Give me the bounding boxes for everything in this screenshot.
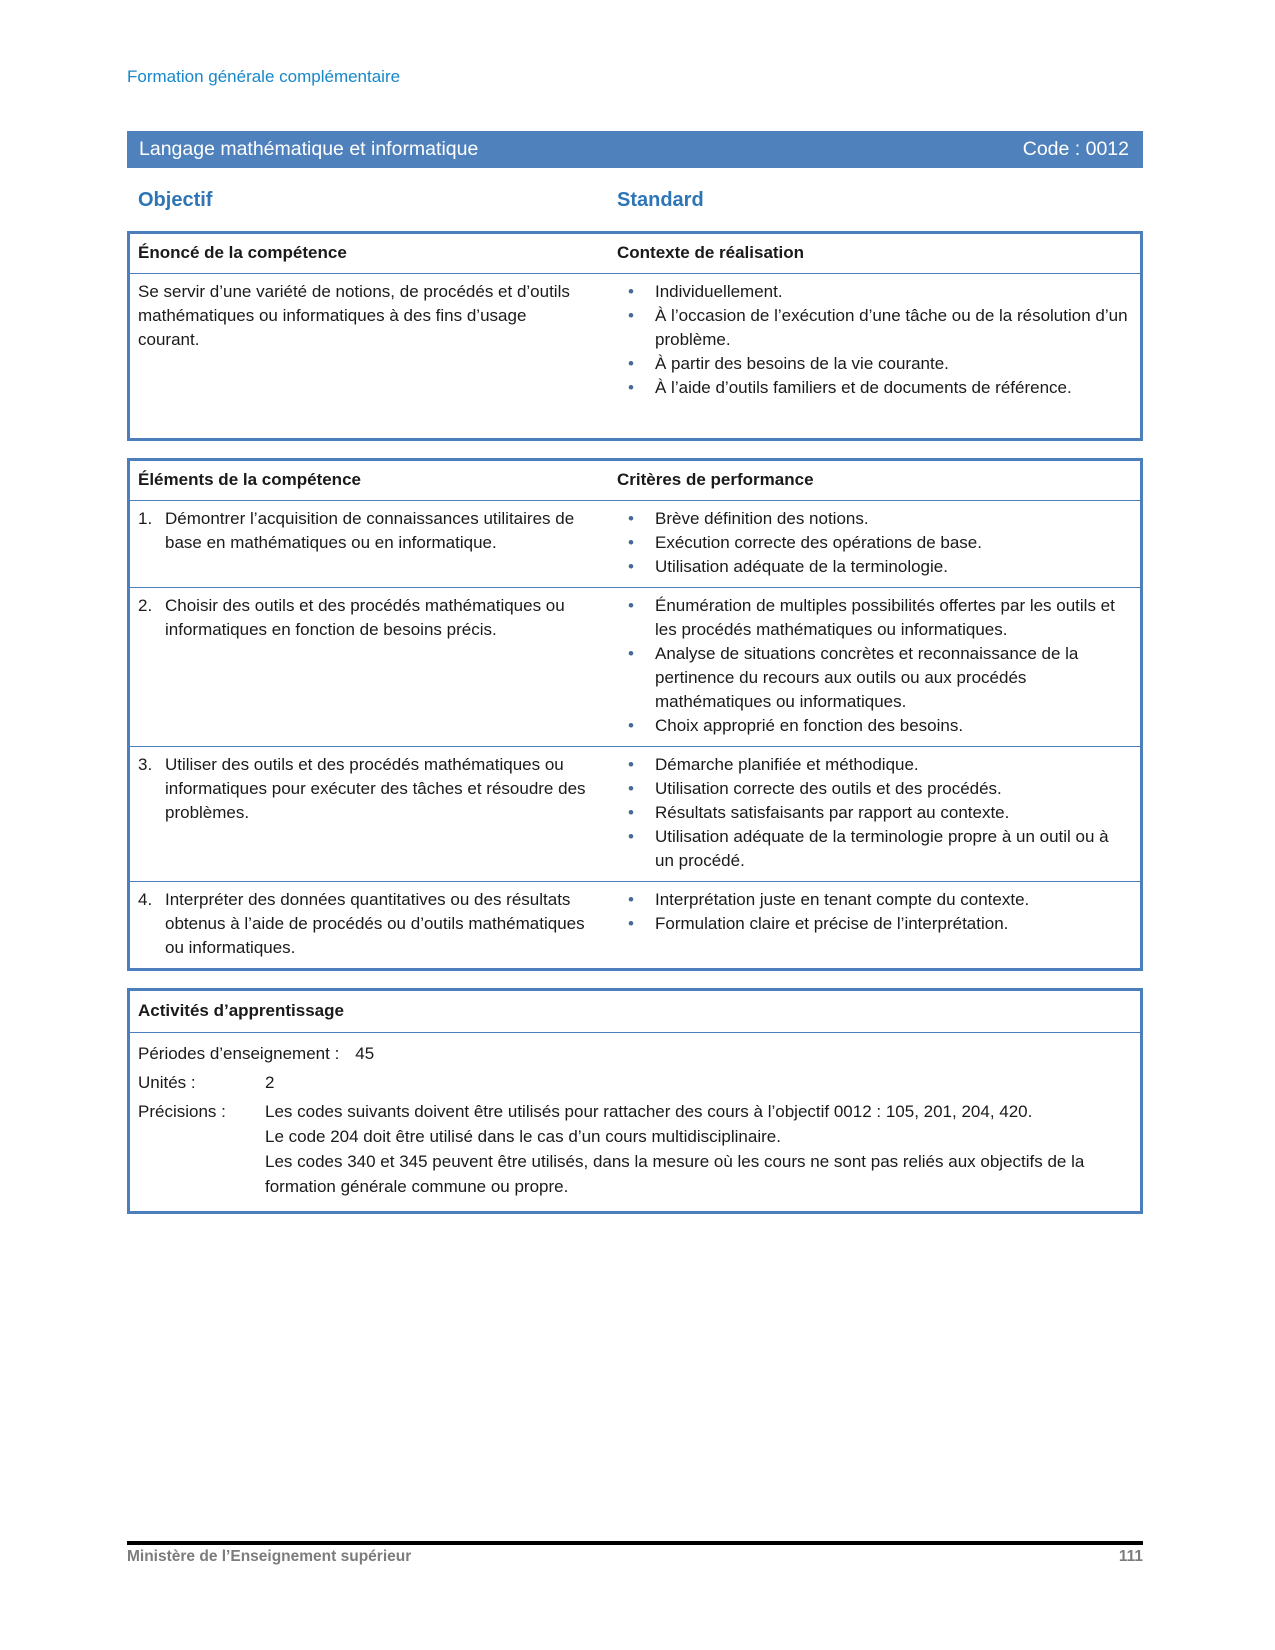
- context-bullet-item: • À l’aide d’outils familiers et de documents de référence.: [606, 376, 1140, 400]
- elements-header-right: Critères de performance: [617, 470, 814, 489]
- enonce-table: [127, 231, 1143, 441]
- enonce-table-header: [130, 234, 1140, 274]
- heading-objectif: Objectif: [138, 189, 213, 211]
- activities-header: Activités d’apprentissage: [130, 991, 1140, 1033]
- activities-body: [130, 1033, 1140, 1211]
- element-text: Choisir des outils et des procédés mathématiques ou informatiques en fonction de besoins précis.: [165, 596, 565, 639]
- banner-code: Code : 0012: [1022, 138, 1129, 160]
- precisions-paragraph: Les codes suivants doivent être utilisés pour rattacher des cours à l’objectif 0012 : 105, 201, 204, 420.: [265, 1102, 1033, 1121]
- elements-table: [127, 458, 1143, 971]
- element-text: Interpréter des données quantitatives ou des résultats obtenus à l’aide de procédés ou d’outils mathématiques ou informatiques.: [165, 890, 585, 957]
- heading-standard: Standard: [617, 189, 704, 211]
- criteria-bullet-item: • Formulation claire et précise de l’interprétation.: [606, 912, 1140, 936]
- units-line: [138, 1070, 1126, 1095]
- title-banner: [127, 131, 1143, 168]
- periods-line: [138, 1041, 1126, 1066]
- criteria-bullet-item: • Énumération de multiples possibilités offertes par les outils et les procédés mathématiques ou informatiques.: [606, 594, 1140, 642]
- element-row-4: [130, 881, 1140, 968]
- element-text: Démontrer l’acquisition de connaissances utilitaires de base en mathématiques ou en informatique.: [165, 509, 575, 552]
- criteria-bullet-item: • Utilisation correcte des outils et des procédés.: [606, 777, 1140, 801]
- enonce-table-row: [130, 274, 1140, 438]
- elements-table-header: [130, 461, 1140, 501]
- context-bullet-list: [606, 280, 1140, 430]
- elements-header-left: Éléments de la compétence: [138, 470, 361, 489]
- criteria-bullet-item: • Analyse de situations concrètes et reconnaissance de la pertinence du recours aux outils ou aux procédés mathématiques ou informatiques.: [606, 642, 1140, 714]
- footer-rule: [127, 1541, 1143, 1545]
- element-item: [138, 888, 590, 960]
- criteria-bullet-list: [606, 753, 1140, 873]
- element-row-1: [130, 501, 1140, 587]
- criteria-bullet-list: [606, 507, 1140, 579]
- footer-page-number: 111: [1118, 1548, 1143, 1565]
- banner-title: Langage mathématique et informatique: [139, 138, 479, 160]
- criteria-bullet-item: • Choix approprié en fonction des besoins.: [606, 714, 1140, 738]
- criteria-bullet-item: • Utilisation adéquate de la terminologie.: [606, 555, 1140, 579]
- criteria-bullet-list: [606, 888, 1140, 960]
- element-item: [138, 753, 590, 825]
- element-number: 4.: [138, 890, 153, 909]
- enonce-header-right: Contexte de réalisation: [617, 243, 805, 262]
- criteria-bullet-item: • Utilisation adéquate de la terminologie propre à un outil ou à un procédé.: [606, 825, 1140, 873]
- element-number: 1.: [138, 509, 153, 528]
- element-row-3: [130, 746, 1140, 881]
- element-item: [138, 594, 590, 642]
- precisions-paragraph: Le code 204 doit être utilisé dans le cas d’un cours multidisciplinaire.: [265, 1127, 781, 1146]
- criteria-bullet-item: • Démarche planifiée et méthodique.: [606, 753, 1140, 777]
- enonce-header-left: Énoncé de la compétence: [138, 243, 347, 262]
- column-headings: [127, 186, 1143, 214]
- element-number: 3.: [138, 755, 153, 774]
- element-text: Utiliser des outils et des procédés mathématiques ou informatiques pour exécuter des tâches et résoudre des problèmes.: [165, 755, 586, 822]
- units-value: 2: [265, 1073, 275, 1092]
- periods-value: 45: [355, 1044, 375, 1063]
- criteria-bullet-list: [606, 594, 1140, 738]
- criteria-bullet-item: • Exécution correcte des opérations de base.: [606, 531, 1140, 555]
- precisions-line: [138, 1099, 1126, 1199]
- footer-ministry: Ministère de l’Enseignement supérieur: [127, 1548, 412, 1565]
- activities-table: [127, 988, 1143, 1214]
- periods-label: Périodes d’enseignement :: [138, 1044, 340, 1063]
- element-row-2: [130, 587, 1140, 746]
- context-bullet-item: • Individuellement.: [606, 280, 1140, 304]
- section-label: Formation générale complémentaire: [127, 67, 401, 86]
- units-label: Unités :: [138, 1073, 196, 1092]
- element-number: 2.: [138, 596, 153, 615]
- element-item: [138, 507, 590, 555]
- criteria-bullet-item: • Résultats satisfaisants par rapport au contexte.: [606, 801, 1140, 825]
- precisions-label: Précisions :: [138, 1102, 226, 1121]
- criteria-bullet-item: • Brève définition des notions.: [606, 507, 1140, 531]
- precisions-text: [265, 1099, 1126, 1199]
- context-bullet-item: • À l’occasion de l’exécution d’une tâche ou de la résolution d’un problème.: [606, 304, 1140, 352]
- criteria-bullet-item: • Interprétation juste en tenant compte du contexte.: [606, 888, 1140, 912]
- competence-statement: Se servir d’une variété de notions, de procédés et d’outils mathématiques ou informatiques à des fins d’usage courant.: [138, 282, 570, 349]
- precisions-paragraph: Les codes 340 et 345 peuvent être utilisés, dans la mesure où les cours ne sont pas reliés aux objectifs de la formation générale commune ou propre.: [265, 1152, 1085, 1196]
- context-bullet-item: • À partir des besoins de la vie courante.: [606, 352, 1140, 376]
- page-footer: [127, 1541, 1143, 1566]
